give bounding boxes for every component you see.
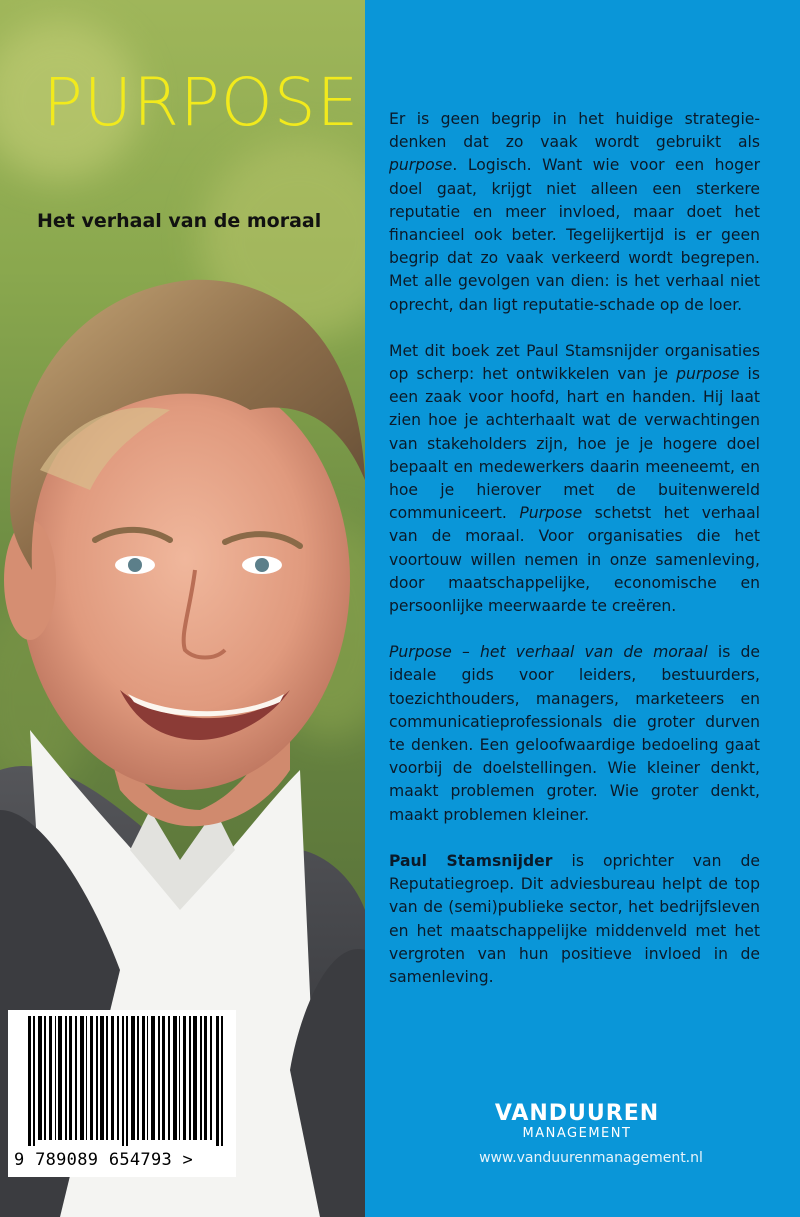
isbn-number: 9 789089 654793 > — [14, 1150, 194, 1170]
barcode-bars — [28, 1016, 226, 1146]
text-run: is een zaak voor hoofd, hart en handen. Hij laat zien hoe je achterhaalt wat de verwachtingen van stakeholders zijn, hoe je je hogere doel bepaalt en medewerkers daarin meeneemt, en hoe je hierover met de buitenwereld communiceert. — [389, 365, 760, 523]
text-run: is de ideale gids voor leiders, bestuurders, toezichthouders, managers, marketeers en communicatieprofessionals die groter durven te denken. Een geloofwaardige bedoeling gaat voorbij de doelstellingen. Wie kleiner denkt, maakt problemen groter. Wie groter denkt, maakt problemen kleiner. — [389, 643, 760, 824]
text-run: purpose — [389, 156, 453, 175]
publisher-logo — [477, 1103, 677, 1141]
publisher-division: MANAGEMENT — [522, 1126, 632, 1141]
text-run: Er is geen begrip in het huidige strategie-denken dat zo vaak wordt gebruikt als — [389, 110, 760, 152]
text-run: . Logisch. Want wie voor een hoger doel gaat, krijgt niet alleen een sterkere reputatie en meer invloed, maar doet het financieel ook beter. Tegelijkertijd is er geen begrip dat zo vaak verkeerd wordt begrepen. Met alle gevolgen van dien: is het verhaal niet oprecht, dan ligt reputatie-schade op de loer. — [389, 156, 760, 314]
book-title: PURPOSE — [43, 64, 360, 141]
text-run: Purpose — [519, 504, 583, 523]
photo-panel — [0, 0, 365, 1217]
description-panel — [365, 0, 800, 1217]
text-run: is oprichter van de Reputatiegroep. Dit adviesbureau helpt de top van de (semi)publieke sector, het bedrijfsleven en het maatschappelijke middenveld met het vergroten van hun positieve invloed in de samenleving. — [389, 851, 760, 986]
paragraph-book-summary — [389, 340, 760, 618]
isbn-barcode — [8, 1010, 236, 1177]
paragraph-intro — [389, 108, 760, 317]
text-run: schetst het verhaal van de moraal. Voor organisaties die het voortouw willen nemen in onze samenleving, door maatschappelijke, economische en persoonlijke meerwaarde te creëren. — [389, 504, 760, 616]
publisher-name: VANDUUREN — [494, 1101, 660, 1126]
text-run: Met dit boek zet Paul Stamsnijder organisaties op scherp: het ontwikkelen van je — [389, 341, 760, 384]
paragraph-author-bio — [389, 850, 760, 989]
text-run: purpose — [676, 365, 740, 384]
book-subtitle: Het verhaal van de moraal — [37, 210, 322, 232]
paragraph-audience — [389, 641, 760, 827]
publisher-url: www.vanduurenmanagement.nl — [479, 1150, 703, 1166]
text-run: Purpose – het verhaal van de moraal — [389, 643, 708, 662]
text-run: Paul Stamsnijder — [389, 851, 553, 870]
back-cover-text — [389, 108, 760, 1012]
